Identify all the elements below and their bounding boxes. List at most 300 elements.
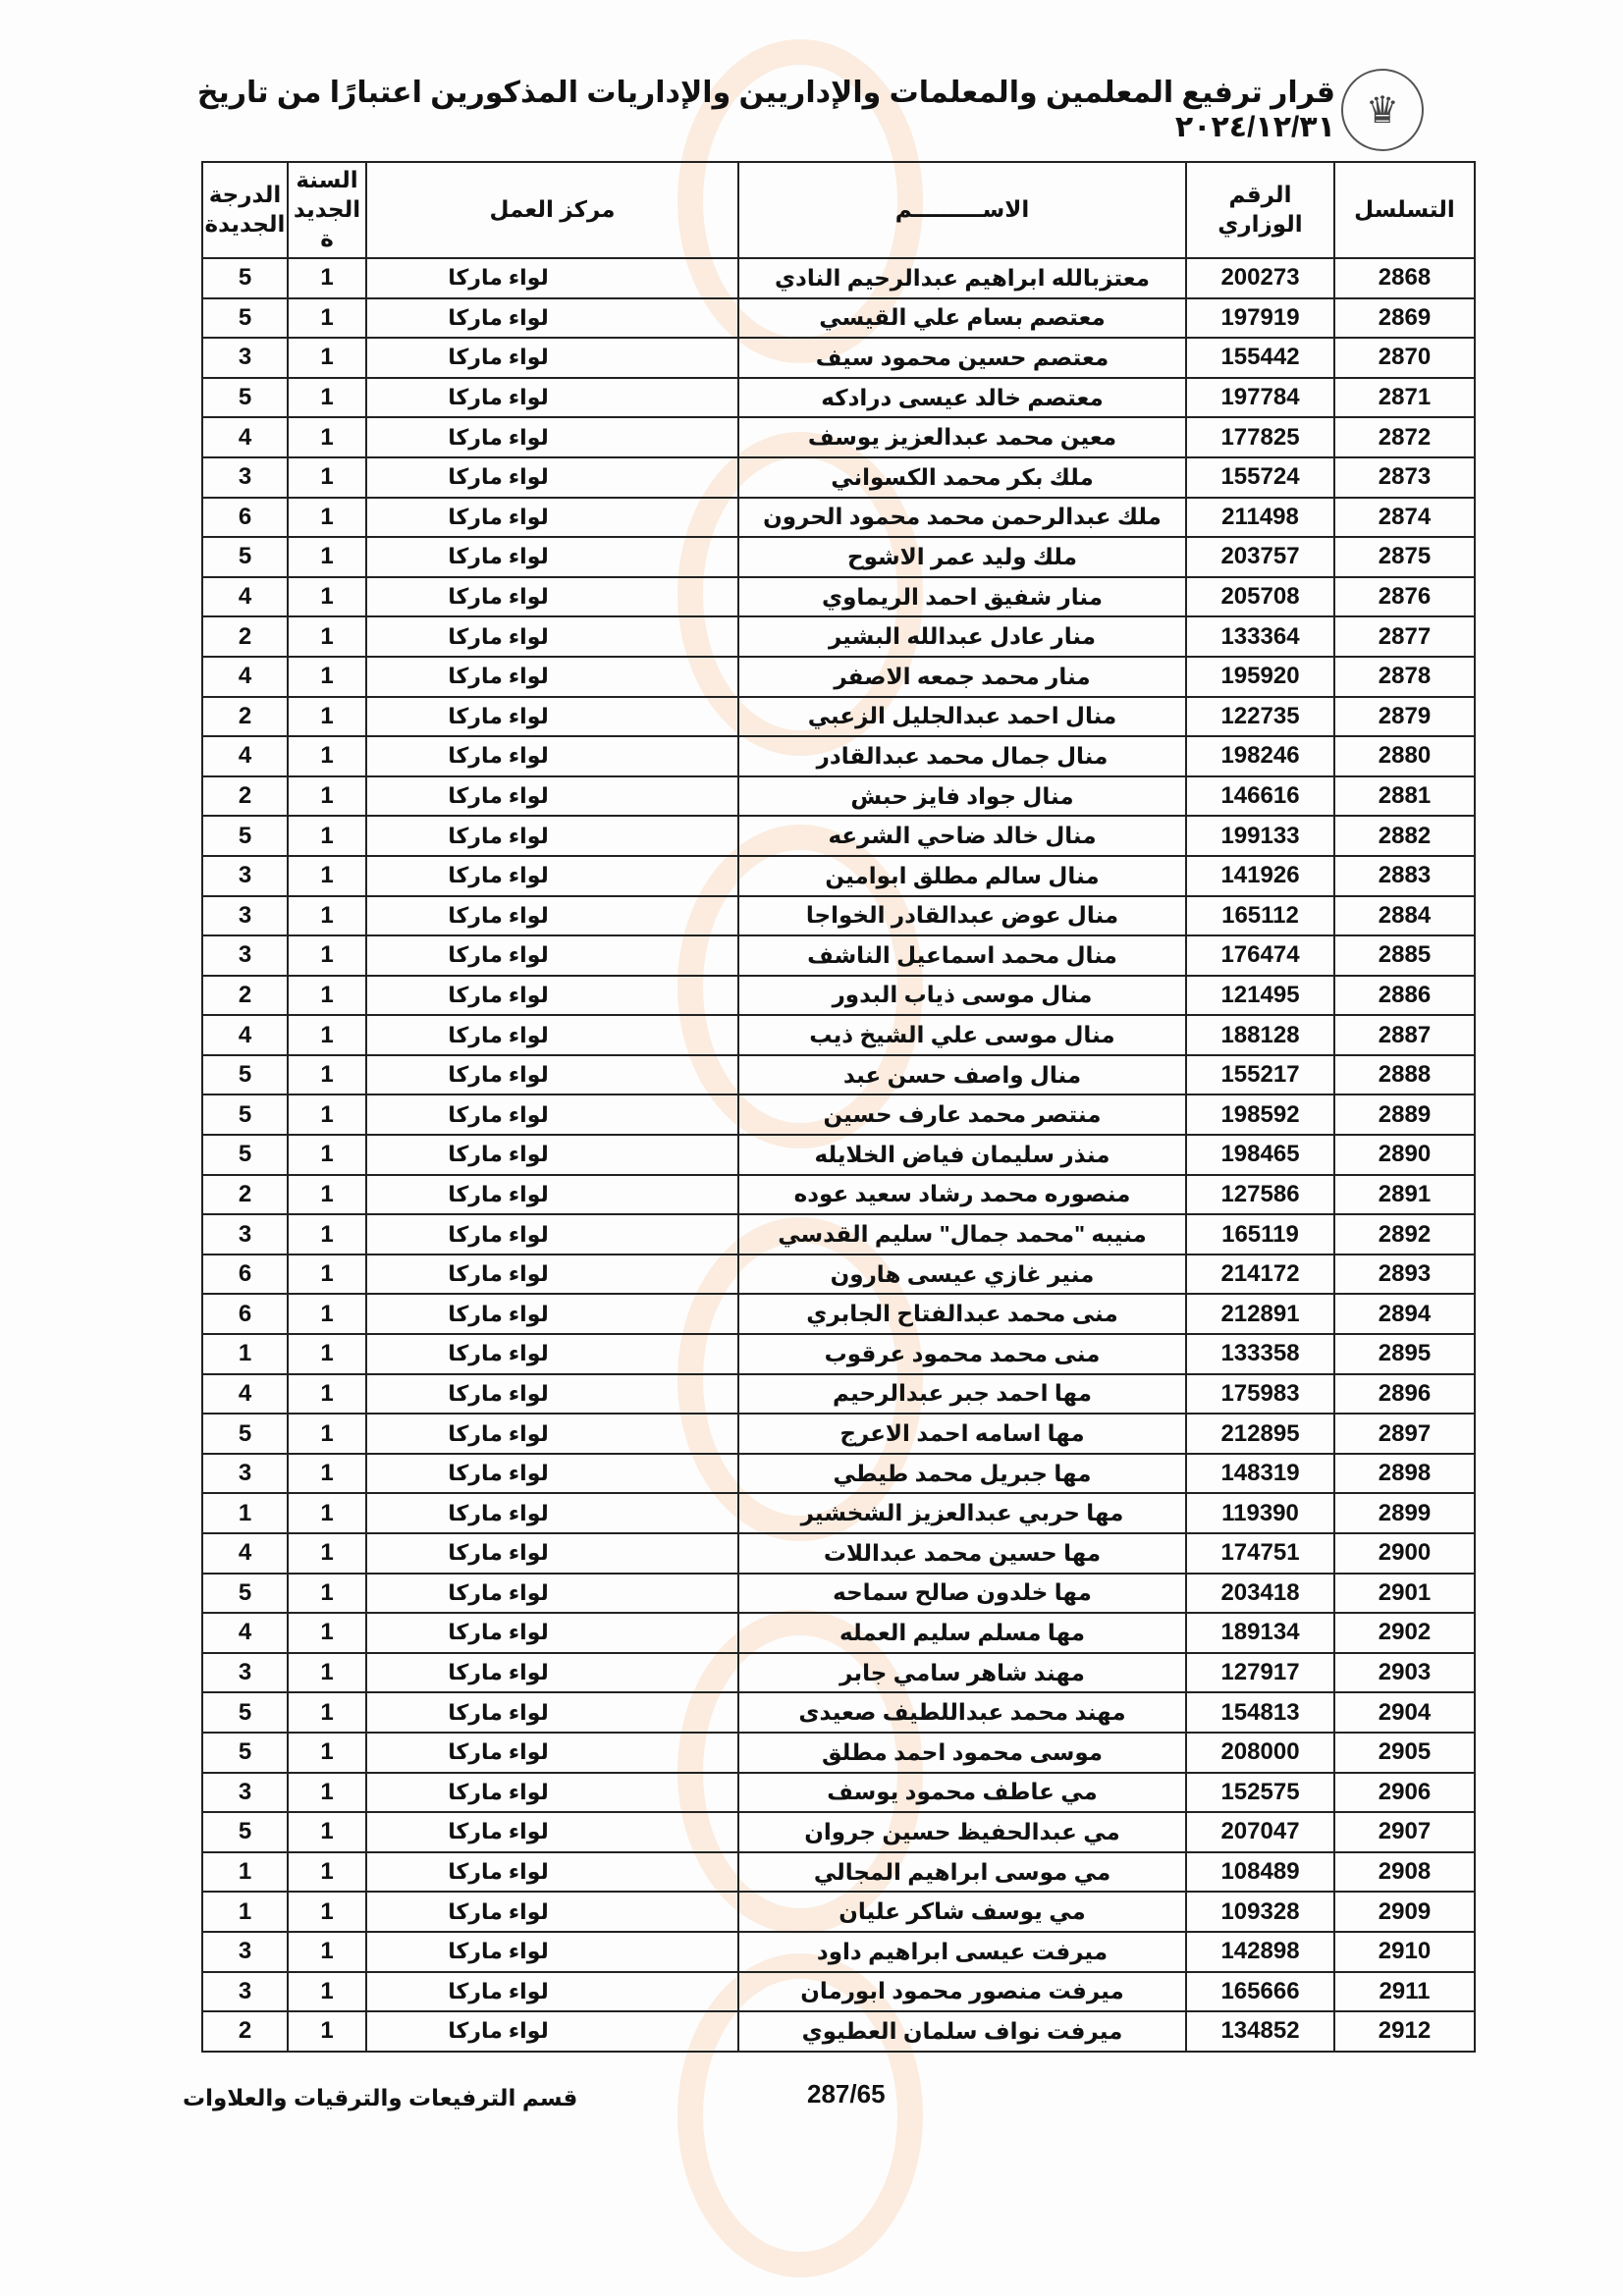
serial-cell: 2874 (1334, 498, 1475, 538)
new-year-cell: 1 (288, 856, 366, 896)
new-year-cell: 1 (288, 1454, 366, 1494)
ministry-number-cell: 119390 (1186, 1493, 1334, 1533)
new-grade-cell: 3 (202, 1932, 288, 1972)
name-cell: منال عوض عبدالقادر الخواجا (738, 896, 1186, 936)
col-name: الاســـــــــم (738, 162, 1186, 258)
serial-cell: 2889 (1334, 1095, 1475, 1135)
new-grade-cell: 2 (202, 776, 288, 817)
work-center-cell: لواء ماركا (366, 1574, 738, 1614)
table-row (202, 338, 1475, 378)
work-center-cell: لواء ماركا (366, 896, 738, 936)
new-grade-cell: 2 (202, 1175, 288, 1215)
ministry-number-cell: 141926 (1186, 856, 1334, 896)
serial-cell: 2898 (1334, 1454, 1475, 1494)
table-row (202, 1095, 1475, 1135)
table-row (202, 1294, 1475, 1334)
serial-cell: 2892 (1334, 1214, 1475, 1255)
serial-cell: 2893 (1334, 1255, 1475, 1295)
name-cell: مها حربي عبدالعزيز الشخشير (738, 1493, 1186, 1533)
ministry-number-cell: 148319 (1186, 1454, 1334, 1494)
department-name: قسم الترفيعات والترقيات والعلاوات (183, 2085, 578, 2110)
new-grade-cell: 3 (202, 896, 288, 936)
ministry-number-cell: 208000 (1186, 1733, 1334, 1773)
name-cell: مها حسين محمد عبداللات (738, 1533, 1186, 1574)
new-grade-cell: 2 (202, 2011, 288, 2052)
table-row (202, 378, 1475, 418)
serial-cell: 2881 (1334, 776, 1475, 817)
new-grade-cell: 5 (202, 1135, 288, 1175)
table-row (202, 1574, 1475, 1614)
name-cell: منال سالم مطلق ابوامين (738, 856, 1186, 896)
name-cell: ميرفت عيسى ابراهيم داود (738, 1932, 1186, 1972)
work-center-cell: لواء ماركا (366, 976, 738, 1016)
table-row (202, 1812, 1475, 1852)
name-cell: منير غازي عيسى هارون (738, 1255, 1186, 1295)
table-row (202, 616, 1475, 657)
work-center-cell: لواء ماركا (366, 338, 738, 378)
work-center-cell: لواء ماركا (366, 1533, 738, 1574)
ministry-number-cell: 189134 (1186, 1613, 1334, 1653)
table-row (202, 1932, 1475, 1972)
serial-cell: 2883 (1334, 856, 1475, 896)
new-grade-cell: 4 (202, 736, 288, 776)
promotions-table (201, 161, 1476, 2053)
serial-cell: 2891 (1334, 1175, 1475, 1215)
ministry-number-cell: 142898 (1186, 1932, 1334, 1972)
name-cell: منى محمد عبدالفتاح الجابري (738, 1294, 1186, 1334)
serial-cell: 2879 (1334, 697, 1475, 737)
work-center-cell: لواء ماركا (366, 537, 738, 577)
name-cell: منال احمد عبدالجليل الزعبي (738, 697, 1186, 737)
new-grade-cell: 5 (202, 1414, 288, 1454)
new-grade-cell: 5 (202, 537, 288, 577)
new-grade-cell: 4 (202, 1015, 288, 1055)
work-center-cell: لواء ماركا (366, 657, 738, 697)
ministry-number-cell: 165112 (1186, 896, 1334, 936)
ministry-number-cell: 198592 (1186, 1095, 1334, 1135)
new-year-cell: 1 (288, 378, 366, 418)
serial-cell: 2886 (1334, 976, 1475, 1016)
new-grade-cell: 3 (202, 935, 288, 976)
table-row (202, 1175, 1475, 1215)
new-year-cell: 1 (288, 1294, 366, 1334)
ministry-number-cell: 188128 (1186, 1015, 1334, 1055)
new-year-cell: 1 (288, 298, 366, 339)
work-center-cell: لواء ماركا (366, 1812, 738, 1852)
new-grade-cell: 3 (202, 457, 288, 498)
new-year-cell: 1 (288, 1095, 366, 1135)
name-cell: مها مسلم سليم العمله (738, 1613, 1186, 1653)
ministry-number-cell: 203418 (1186, 1574, 1334, 1614)
new-year-cell: 1 (288, 935, 366, 976)
table-row (202, 1773, 1475, 1813)
work-center-cell: لواء ماركا (366, 1374, 738, 1415)
work-center-cell: لواء ماركا (366, 697, 738, 737)
ministry-number-cell: 155442 (1186, 338, 1334, 378)
new-year-cell: 1 (288, 1214, 366, 1255)
new-grade-cell: 1 (202, 1334, 288, 1374)
name-cell: مها خلدون صالح سماحه (738, 1574, 1186, 1614)
work-center-cell: لواء ماركا (366, 577, 738, 617)
new-year-cell: 1 (288, 1574, 366, 1614)
new-grade-cell: 5 (202, 1055, 288, 1095)
serial-cell: 2897 (1334, 1414, 1475, 1454)
work-center-cell: لواء ماركا (366, 616, 738, 657)
document-title: قرار ترفيع المعلمين والمعلمات والإداريين والإداريات المذكورين اعتبارًا من تاريخ ٢٠٢٤/١٢/٣١ (196, 77, 1335, 143)
work-center-cell: لواء ماركا (366, 1055, 738, 1095)
serial-cell: 2906 (1334, 1773, 1475, 1813)
new-year-cell: 1 (288, 457, 366, 498)
new-year-cell: 1 (288, 1493, 366, 1533)
serial-cell: 2911 (1334, 1972, 1475, 2012)
new-year-cell: 1 (288, 976, 366, 1016)
new-grade-cell: 5 (202, 816, 288, 856)
name-cell: معين محمد عبدالعزيز يوسف (738, 417, 1186, 457)
new-grade-cell: 5 (202, 1812, 288, 1852)
name-cell: مي عبدالحفيظ حسين جروان (738, 1812, 1186, 1852)
table-body (202, 258, 1475, 2052)
col-work-center: مركز العمل (366, 162, 738, 258)
new-grade-cell: 3 (202, 856, 288, 896)
new-year-cell: 1 (288, 1374, 366, 1415)
serial-cell: 2872 (1334, 417, 1475, 457)
new-grade-cell: 2 (202, 616, 288, 657)
table-row (202, 417, 1475, 457)
serial-cell: 2895 (1334, 1334, 1475, 1374)
new-year-cell: 1 (288, 1892, 366, 1932)
table-row (202, 896, 1475, 936)
new-year-cell: 1 (288, 417, 366, 457)
table-row (202, 697, 1475, 737)
ministry-number-cell: 155724 (1186, 457, 1334, 498)
table-row (202, 657, 1475, 697)
ministry-number-cell: 212891 (1186, 1294, 1334, 1334)
work-center-cell: لواء ماركا (366, 1334, 738, 1374)
ministry-number-cell: 152575 (1186, 1773, 1334, 1813)
serial-cell: 2910 (1334, 1932, 1475, 1972)
serial-cell: 2870 (1334, 338, 1475, 378)
new-year-cell: 1 (288, 1653, 366, 1693)
serial-cell: 2901 (1334, 1574, 1475, 1614)
work-center-cell: لواء ماركا (366, 1692, 738, 1733)
new-grade-cell: 6 (202, 1294, 288, 1334)
name-cell: منذر سليمان فياض الخلايله (738, 1135, 1186, 1175)
serial-cell: 2880 (1334, 736, 1475, 776)
new-year-cell: 1 (288, 736, 366, 776)
name-cell: منال جمال محمد عبدالقادر (738, 736, 1186, 776)
serial-cell: 2907 (1334, 1812, 1475, 1852)
work-center-cell: لواء ماركا (366, 1015, 738, 1055)
work-center-cell: لواء ماركا (366, 1892, 738, 1932)
new-year-cell: 1 (288, 1015, 366, 1055)
work-center-cell: لواء ماركا (366, 1294, 738, 1334)
table-row (202, 1414, 1475, 1454)
new-grade-cell: 1 (202, 1852, 288, 1893)
new-year-cell: 1 (288, 1533, 366, 1574)
ministry-number-cell: 197919 (1186, 298, 1334, 339)
new-grade-cell: 4 (202, 657, 288, 697)
table-row (202, 976, 1475, 1016)
ministry-number-cell: 121495 (1186, 976, 1334, 1016)
table-row (202, 1972, 1475, 2012)
serial-cell: 2899 (1334, 1493, 1475, 1533)
serial-cell: 2884 (1334, 896, 1475, 936)
work-center-cell: لواء ماركا (366, 378, 738, 418)
table-row (202, 736, 1475, 776)
ministry-number-cell: 200273 (1186, 258, 1334, 298)
serial-cell: 2873 (1334, 457, 1475, 498)
col-ministry-number: الرقم الوزاري (1186, 162, 1334, 258)
new-grade-cell: 2 (202, 697, 288, 737)
work-center-cell: لواء ماركا (366, 1255, 738, 1295)
work-center-cell: لواء ماركا (366, 935, 738, 976)
serial-cell: 2894 (1334, 1294, 1475, 1334)
work-center-cell: لواء ماركا (366, 1175, 738, 1215)
ministry-number-cell: 165119 (1186, 1214, 1334, 1255)
ministry-number-cell: 176474 (1186, 935, 1334, 976)
work-center-cell: لواء ماركا (366, 1972, 738, 2012)
table-row (202, 1255, 1475, 1295)
name-cell: موسى محمود احمد مطلق (738, 1733, 1186, 1773)
serial-cell: 2902 (1334, 1613, 1475, 1653)
new-year-cell: 1 (288, 1972, 366, 2012)
new-year-cell: 1 (288, 1733, 366, 1773)
new-year-cell: 1 (288, 776, 366, 817)
ministry-number-cell: 133364 (1186, 616, 1334, 657)
name-cell: مهند محمد عبداللطيف صعيدى (738, 1692, 1186, 1733)
name-cell: ميرفت منصور محمود ابورمان (738, 1972, 1186, 2012)
new-year-cell: 1 (288, 816, 366, 856)
work-center-cell: لواء ماركا (366, 2011, 738, 2052)
new-year-cell: 1 (288, 1175, 366, 1215)
name-cell: منال واصف حسن عبد (738, 1055, 1186, 1095)
new-year-cell: 1 (288, 1773, 366, 1813)
work-center-cell: لواء ماركا (366, 1852, 738, 1893)
name-cell: منى محمد محمود عرقوب (738, 1334, 1186, 1374)
serial-cell: 2909 (1334, 1892, 1475, 1932)
name-cell: ملك وليد عمر الاشوح (738, 537, 1186, 577)
serial-cell: 2882 (1334, 816, 1475, 856)
new-year-cell: 1 (288, 577, 366, 617)
name-cell: مها اسامه احمد الاعرج (738, 1414, 1186, 1454)
work-center-cell: لواء ماركا (366, 498, 738, 538)
serial-cell: 2885 (1334, 935, 1475, 976)
serial-cell: 2871 (1334, 378, 1475, 418)
ministry-number-cell: 127586 (1186, 1175, 1334, 1215)
new-year-cell: 1 (288, 896, 366, 936)
new-year-cell: 1 (288, 498, 366, 538)
new-grade-cell: 3 (202, 338, 288, 378)
table-row (202, 1493, 1475, 1533)
new-grade-cell: 1 (202, 1892, 288, 1932)
new-grade-cell: 4 (202, 1533, 288, 1574)
work-center-cell: لواء ماركا (366, 1095, 738, 1135)
ministry-number-cell: 212895 (1186, 1414, 1334, 1454)
new-grade-cell: 1 (202, 1493, 288, 1533)
ministry-number-cell: 127917 (1186, 1653, 1334, 1693)
new-grade-cell: 3 (202, 1972, 288, 2012)
ministry-number-cell: 122735 (1186, 697, 1334, 737)
col-serial: التسلسل (1334, 162, 1475, 258)
new-grade-cell: 4 (202, 1613, 288, 1653)
serial-cell: 2908 (1334, 1852, 1475, 1893)
name-cell: ميرفت نواف سلمان العطيوي (738, 2011, 1186, 2052)
name-cell: منار محمد جمعه الاصفر (738, 657, 1186, 697)
work-center-cell: لواء ماركا (366, 1653, 738, 1693)
serial-cell: 2876 (1334, 577, 1475, 617)
name-cell: منال محمد اسماعيل الناشف (738, 935, 1186, 976)
name-cell: منيبه "محمد جمال" سليم القدسي (738, 1214, 1186, 1255)
table-row (202, 1055, 1475, 1095)
work-center-cell: لواء ماركا (366, 1454, 738, 1494)
table-row (202, 1533, 1475, 1574)
name-cell: مي عاطف محمود يوسف (738, 1773, 1186, 1813)
table-row (202, 816, 1475, 856)
work-center-cell: لواء ماركا (366, 736, 738, 776)
ministry-number-cell: 133358 (1186, 1334, 1334, 1374)
name-cell: ملك بكر محمد الكسواني (738, 457, 1186, 498)
new-grade-cell: 4 (202, 1374, 288, 1415)
name-cell: معتصم خالد عيسى درادكه (738, 378, 1186, 418)
work-center-cell: لواء ماركا (366, 298, 738, 339)
ministry-number-cell: 177825 (1186, 417, 1334, 457)
new-grade-cell: 5 (202, 1574, 288, 1614)
new-year-cell: 1 (288, 1613, 366, 1653)
ministry-number-cell: 165666 (1186, 1972, 1334, 2012)
work-center-cell: لواء ماركا (366, 1613, 738, 1653)
work-center-cell: لواء ماركا (366, 1414, 738, 1454)
name-cell: مها احمد جبر عبدالرحيم (738, 1374, 1186, 1415)
serial-cell: 2869 (1334, 298, 1475, 339)
name-cell: منار عادل عبدالله البشير (738, 616, 1186, 657)
serial-cell: 2903 (1334, 1653, 1475, 1693)
work-center-cell: لواء ماركا (366, 1932, 738, 1972)
table-row (202, 498, 1475, 538)
ministry-number-cell: 109328 (1186, 1892, 1334, 1932)
table-row (202, 1454, 1475, 1494)
name-cell: معتزبالله ابراهيم عبدالرحيم النادي (738, 258, 1186, 298)
new-year-cell: 1 (288, 338, 366, 378)
table-row (202, 1374, 1475, 1415)
ministry-number-cell: 198465 (1186, 1135, 1334, 1175)
serial-cell: 2912 (1334, 2011, 1475, 2052)
ministry-number-cell: 207047 (1186, 1812, 1334, 1852)
new-year-cell: 1 (288, 2011, 366, 2052)
new-grade-cell: 6 (202, 1255, 288, 1295)
name-cell: منار شفيق احمد الريماوي (738, 577, 1186, 617)
serial-cell: 2887 (1334, 1015, 1475, 1055)
ministry-number-cell: 154813 (1186, 1692, 1334, 1733)
new-year-cell: 1 (288, 1055, 366, 1095)
serial-cell: 2875 (1334, 537, 1475, 577)
work-center-cell: لواء ماركا (366, 1214, 738, 1255)
work-center-cell: لواء ماركا (366, 1733, 738, 1773)
serial-cell: 2877 (1334, 616, 1475, 657)
page-number: 287/65 (807, 2079, 886, 2109)
serial-cell: 2900 (1334, 1533, 1475, 1574)
document-header (196, 69, 1424, 151)
serial-cell: 2896 (1334, 1374, 1475, 1415)
table-row (202, 1334, 1475, 1374)
table-row (202, 776, 1475, 817)
new-grade-cell: 5 (202, 1095, 288, 1135)
new-grade-cell: 3 (202, 1653, 288, 1693)
new-year-cell: 1 (288, 1135, 366, 1175)
name-cell: مي موسى ابراهيم المجالي (738, 1852, 1186, 1893)
ministry-number-cell: 198246 (1186, 736, 1334, 776)
new-grade-cell: 6 (202, 498, 288, 538)
ministry-number-cell: 146616 (1186, 776, 1334, 817)
table-row (202, 298, 1475, 339)
name-cell: مهند شاهر سامي جابر (738, 1653, 1186, 1693)
work-center-cell: لواء ماركا (366, 1773, 738, 1813)
new-grade-cell: 3 (202, 1454, 288, 1494)
table-row (202, 1015, 1475, 1055)
table-row (202, 1692, 1475, 1733)
ministry-number-cell: 155217 (1186, 1055, 1334, 1095)
work-center-cell: لواء ماركا (366, 816, 738, 856)
new-grade-cell: 3 (202, 1773, 288, 1813)
work-center-cell: لواء ماركا (366, 258, 738, 298)
new-year-cell: 1 (288, 1334, 366, 1374)
name-cell: منال خالد ضاحي الشرعه (738, 816, 1186, 856)
serial-cell: 2890 (1334, 1135, 1475, 1175)
ministry-number-cell: 205708 (1186, 577, 1334, 617)
new-year-cell: 1 (288, 616, 366, 657)
table-header-row (202, 162, 1475, 258)
new-year-cell: 1 (288, 657, 366, 697)
work-center-cell: لواء ماركا (366, 1493, 738, 1533)
new-grade-cell: 4 (202, 577, 288, 617)
ministry-number-cell: 197784 (1186, 378, 1334, 418)
name-cell: منال موسى علي الشيخ ذيب (738, 1015, 1186, 1055)
work-center-cell: لواء ماركا (366, 1135, 738, 1175)
name-cell: مي يوسف شاكر عليان (738, 1892, 1186, 1932)
table-row (202, 457, 1475, 498)
table-row (202, 2011, 1475, 2052)
name-cell: معتصم بسام علي القيسي (738, 298, 1186, 339)
col-new-grade: الدرجة الجديدة (202, 162, 288, 258)
work-center-cell: لواء ماركا (366, 776, 738, 817)
new-year-cell: 1 (288, 258, 366, 298)
new-grade-cell: 3 (202, 1214, 288, 1255)
new-year-cell: 1 (288, 1255, 366, 1295)
new-grade-cell: 5 (202, 258, 288, 298)
new-grade-cell: 4 (202, 417, 288, 457)
ministry-number-cell: 214172 (1186, 1255, 1334, 1295)
new-year-cell: 1 (288, 1932, 366, 1972)
table-row (202, 1214, 1475, 1255)
new-year-cell: 1 (288, 1852, 366, 1893)
ministry-emblem-icon: ♛ (1341, 69, 1424, 151)
serial-cell: 2888 (1334, 1055, 1475, 1095)
new-grade-cell: 5 (202, 378, 288, 418)
table-row (202, 1653, 1475, 1693)
new-grade-cell: 5 (202, 1692, 288, 1733)
ministry-number-cell: 108489 (1186, 1852, 1334, 1893)
ministry-number-cell: 134852 (1186, 2011, 1334, 2052)
ministry-number-cell: 195920 (1186, 657, 1334, 697)
work-center-cell: لواء ماركا (366, 457, 738, 498)
table-row (202, 935, 1475, 976)
table-row (202, 1852, 1475, 1893)
new-year-cell: 1 (288, 537, 366, 577)
work-center-cell: لواء ماركا (366, 417, 738, 457)
new-year-cell: 1 (288, 697, 366, 737)
serial-cell: 2905 (1334, 1733, 1475, 1773)
ministry-number-cell: 174751 (1186, 1533, 1334, 1574)
ministry-number-cell: 199133 (1186, 816, 1334, 856)
